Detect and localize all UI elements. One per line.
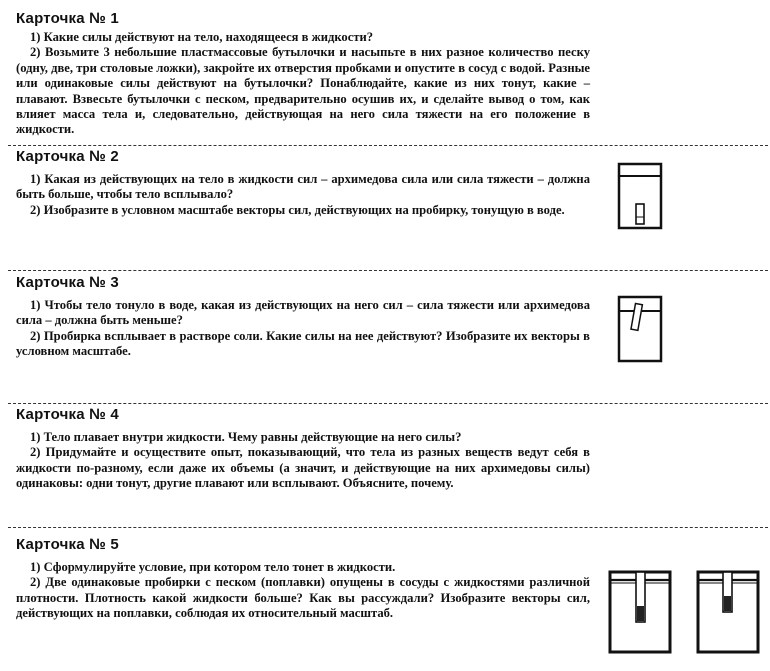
beaker-float-right-icon — [692, 566, 766, 656]
card-questions — [16, 430, 590, 492]
question-2: 2) Две одинаковые пробирки с песком (поплавки) опущены в сосуды с жидкостями различной плотности. Плотность какой жидкости больше? Как вы рассуждали? Изобразите векторы сил, действующих на поплавки, соблюдая их относительный масштаб. — [16, 575, 590, 621]
card-title: Карточка № 2 — [16, 148, 119, 165]
card-title: Карточка № 3 — [16, 274, 119, 291]
question-1: 1) Сформулируйте условие, при котором тело тонет в жидкости. — [30, 560, 396, 574]
question-1: 1) Какие силы действуют на тело, находящееся в жидкости? — [30, 30, 374, 44]
card-questions — [16, 172, 590, 218]
card-4 — [10, 406, 766, 526]
card-questions — [16, 30, 590, 138]
separator — [8, 145, 768, 146]
card-title: Карточка № 1 — [16, 10, 119, 27]
card-title: Карточка № 5 — [16, 536, 119, 553]
question-2: 2) Придумайте и осуществите опыт, показывающий, что тела из разных веществ ведут себя в жидкости по-разному, если даже их объемы (а значит, и действующие на них архимедовы силы) одинаковы: одни тонут, другие плавают или всплывают. Объясните, почему. — [16, 445, 590, 491]
card-1 — [10, 10, 766, 146]
question-2: 2) Возьмите 3 небольшие пластмассовые бутылочки и насыпьте в них разное количество песку (одну, две, три столовые ложки), закройте их отверстия пробками и опустите в сосуд с водой. Разные или одинаковые силы действуют на бутылочки? Понаблюдайте, какие из них тонут, какие – плавают. Взвесьте бутылочки с песком, предварительно осушив их, и сделайте вывод о том, как влияет масса тела и, следовательно, действующая на него сила тяжести на его положение в жидкости. — [16, 45, 590, 137]
separator — [8, 527, 768, 528]
question-1: 1) Чтобы тело тонуло в воде, какая из действующих на него сил – сила тяжести или архимедова сила – должна быть меньше? — [16, 298, 590, 328]
card-questions — [16, 560, 590, 622]
beaker-float-left-icon — [604, 566, 678, 656]
beaker-test-tube-sinking-icon — [615, 160, 665, 232]
beaker-test-tube-tilted-icon — [615, 293, 665, 365]
question-2: 2) Изобразите в условном масштабе векторы сил, действующих на пробирку, тонущую в воде. — [30, 202, 565, 217]
separator — [8, 403, 768, 404]
card-title: Карточка № 4 — [16, 406, 119, 423]
card-questions — [16, 298, 590, 360]
question-1: 1) Тело плавает внутри жидкости. Чему равны действующие на него силы? — [30, 430, 462, 444]
question-2: 2) Пробирка всплывает в растворе соли. Какие силы на нее действуют? Изобразите их векторы в условном масштабе. — [16, 328, 590, 359]
separator — [8, 270, 768, 271]
question-1: 1) Какая из действующих на тело в жидкости сил – архимедова сила или сила тяжести – должна быть больше, чтобы тело всплывало? — [16, 172, 590, 202]
